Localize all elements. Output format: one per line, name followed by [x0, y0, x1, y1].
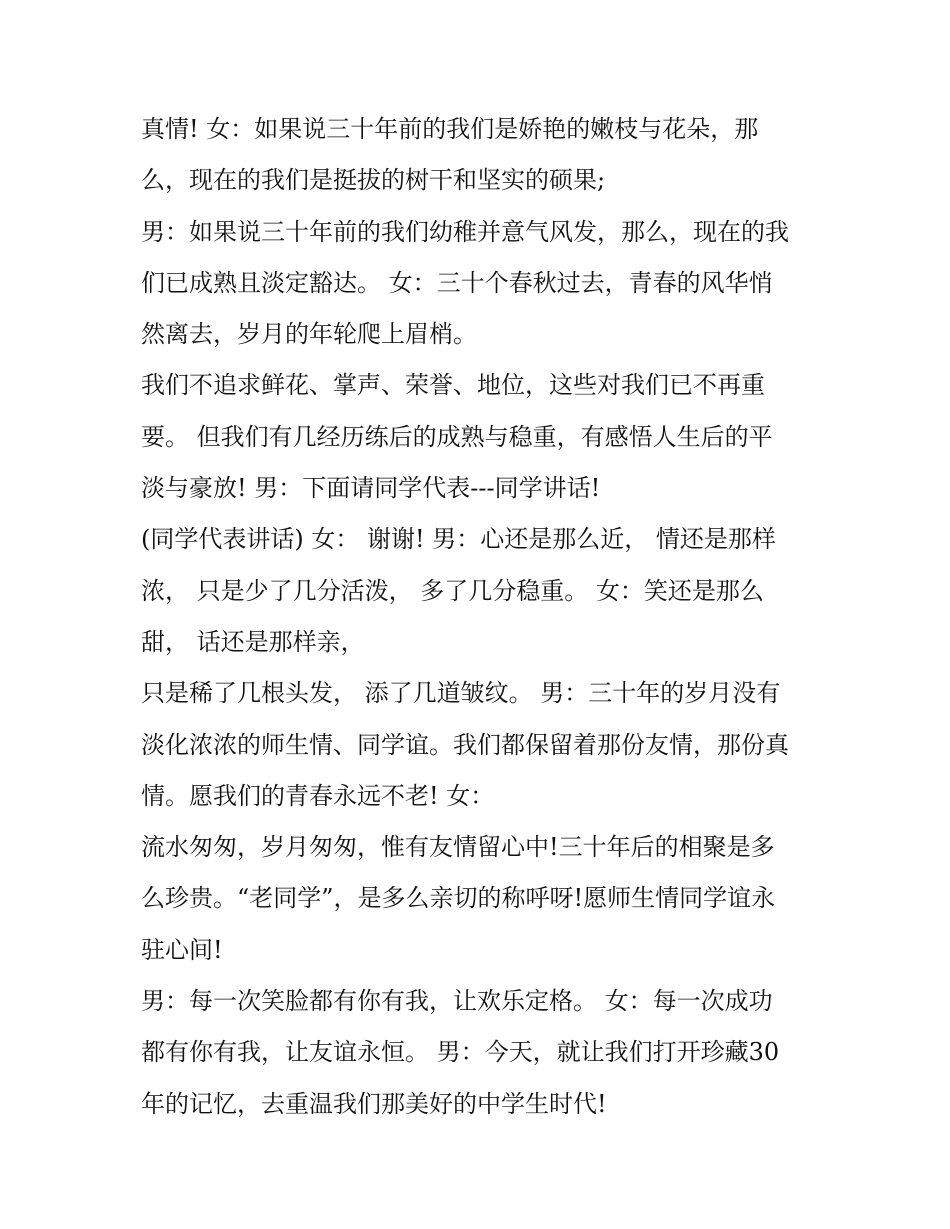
text-line: 然离去，岁月的年轮爬上眉梢。 [141, 320, 477, 349]
text-line: 年的记忆，去重温我们那美好的中学生时代! [141, 1089, 607, 1118]
document-body [141, 104, 821, 1130]
text-line: 男：如果说三十年前的我们幼稚并意气风发，那么，现在的我 [141, 217, 789, 246]
text-line: 只是稀了几根头发， 添了几道皱纹。 男：三十年的岁月没有 [141, 679, 781, 708]
text-line: 淡化浓浓的师生情、同学谊。我们都保留着那份友情，那份真 [141, 730, 789, 759]
text-line: 么，现在的我们是挺拔的树干和坚实的硕果; [141, 166, 606, 195]
text-line: 甜， 话还是那样亲， [141, 627, 365, 656]
text-line: 浓， 只是少了几分活泼， 多了几分稳重。 女：笑还是那么 [141, 576, 764, 605]
text-line: 淡与豪放! 男：下面请同学代表---同学讲话! [141, 474, 601, 503]
text-line: (同学代表讲话) 女： 谢谢! 男：心还是那么近， 情还是那样 [141, 525, 776, 554]
text-line: 流水匆匆，岁月匆匆，惟有友情留心中!三十年后的相聚是多 [141, 833, 775, 862]
text-line: 男：每一次笑脸都有你有我，让欢乐定格。 女：每一次成功 [141, 987, 773, 1016]
text-line: 么珍贵。“老同学”，是多么亲切的称呼呀!愿师生情同学谊永 [141, 884, 776, 913]
text-line: 驻心间! [141, 935, 223, 964]
text-line: 情。愿我们的青春永远不老! 女： [141, 781, 495, 810]
text-line: 我们不追求鲜花、掌声、荣誉、地位，这些对我们已不再重 [141, 371, 765, 400]
text-line: 们已成熟且淡定豁达。 女：三十个春秋过去，青春的风华悄 [141, 268, 773, 297]
text-line: 都有你有我，让友谊永恒。 男：今天，就让我们打开珍藏30 [141, 1038, 780, 1067]
text-line: 要。 但我们有几经历练后的成熟与稳重，有感悟人生后的平 [141, 422, 773, 451]
text-line: 真情! 女：如果说三十年前的我们是娇艳的嫩枝与花朵，那 [141, 115, 759, 143]
